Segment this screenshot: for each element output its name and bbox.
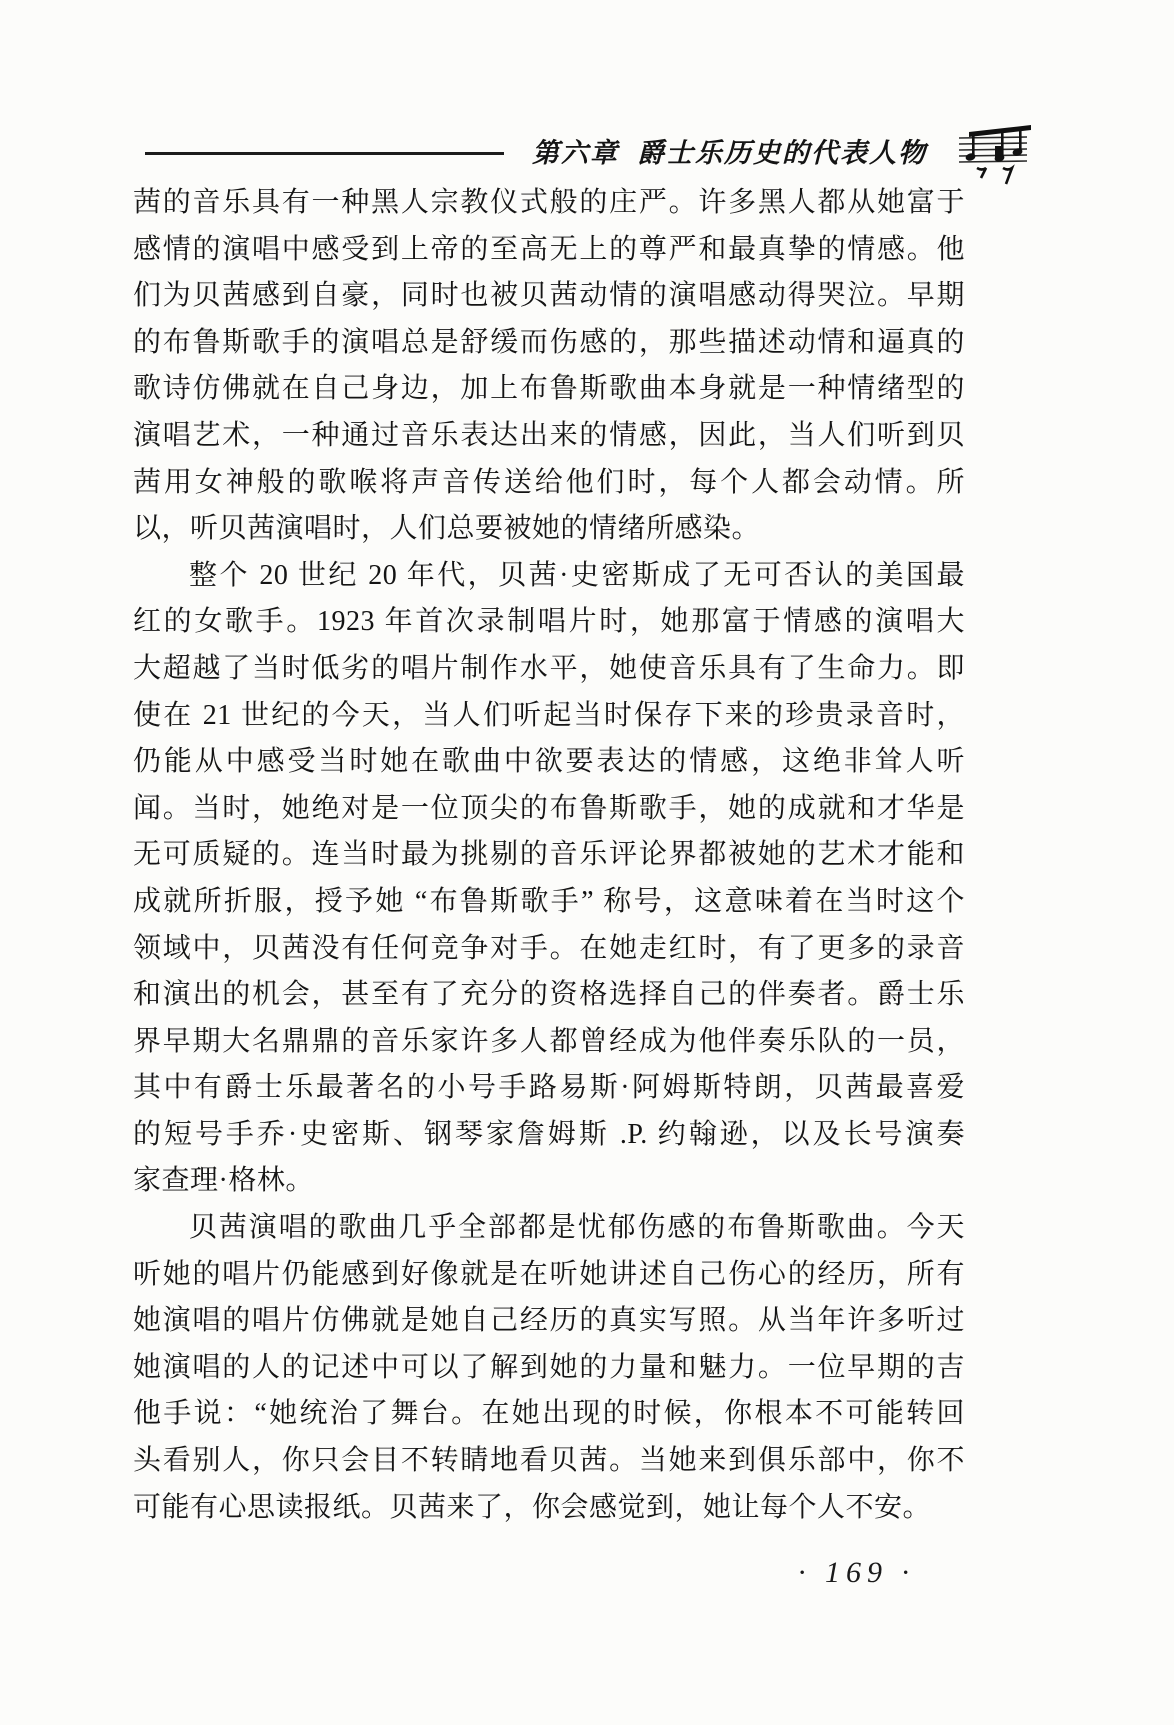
body-line-p3-l6: 头看别人，你只会目不转睛地看贝茜。当她来到俱乐部中，你不 — [133, 1445, 965, 1477]
musical-staff-icon — [953, 120, 1037, 191]
body-line-p2-l4: 使在 21 世纪的今天，当人们听起当时保存下来的珍贵录音时， — [133, 699, 965, 731]
body-line-p2-l11: 界早期大名鼎鼎的音乐家许多人都曾经成为他伴奏乐队的一员， — [133, 1025, 965, 1057]
running-header-title — [532, 131, 927, 170]
body-line-p3-l1: 贝茜演唱的歌曲几乎全部都是忧郁伤感的布鲁斯歌曲。今天 — [189, 1212, 965, 1244]
body-line-p3-l7: 可能有心思读报纸。贝茜来了，你会感觉到，她让每个人不安。 — [133, 1491, 932, 1523]
body-line-p2-l9: 领域中，贝茜没有任何竞争对手。在她走红时，有了更多的录音 — [133, 932, 965, 964]
body-text — [133, 180, 965, 1531]
body-line-p2-l6: 闻。当时，她绝对是一位顶尖的布鲁斯歌手，她的成就和才华是 — [133, 792, 965, 824]
body-line-p1-l4: 的布鲁斯歌手的演唱总是舒缓而伤感的，那些描述动情和逼真的 — [133, 326, 965, 358]
chapter-title: 爵士乐历史的代表人物 — [637, 137, 927, 168]
body-line-p3-l5: 他手说：“她统治了舞台。在她出现的时候，你根本不可能转回 — [133, 1398, 965, 1430]
chapter-label: 第六章 — [532, 137, 619, 168]
body-line-p2-l3: 大超越了当时低劣的唱片制作水平，她使音乐具有了生命力。即 — [133, 652, 965, 684]
body-line-p3-l3: 她演唱的唱片仿佛就是她自己经历的真实写照。从当年许多听过 — [133, 1305, 965, 1337]
body-line-p1-l5: 歌诗仿佛就在自己身边，加上布鲁斯歌曲本身就是一种情绪型的 — [133, 373, 965, 405]
body-line-p2-l1: 整个 20 世纪 20 年代，贝茜·史密斯成了无可否认的美国最 — [189, 559, 965, 591]
body-line-p1-l3: 们为贝茜感到自豪，同时也被贝茜动情的演唱感动得哭泣。早期 — [133, 280, 965, 312]
header-divider-rule — [145, 152, 504, 155]
body-line-p1-l6: 演唱艺术，一种通过音乐表达出来的情感，因此，当人们听到贝 — [133, 419, 965, 451]
body-line-p2-l12: 其中有爵士乐最著名的小号手路易斯·阿姆斯特朗，贝茜最喜爱 — [133, 1072, 965, 1104]
page-number: · 169 · — [798, 1556, 915, 1589]
body-line-p3-l2: 听她的唱片仍能感到好像就是在听她讲述自己伤心的经历，所有 — [133, 1258, 965, 1290]
body-line-p2-l2: 红的女歌手。1923 年首次录制唱片时，她那富于情感的演唱大 — [133, 606, 965, 638]
body-line-p1-l7: 茜用女神般的歌喉将声音传送给他们时，每个人都会动情。所 — [133, 466, 965, 498]
body-line-p2-l14: 家查理·格林。 — [133, 1165, 314, 1197]
body-line-p1-l1: 茜的音乐具有一种黑人宗教仪式般的庄严。许多黑人都从她富于 — [133, 187, 965, 218]
body-line-p2-l10: 和演出的机会，甚至有了充分的资格选择自己的伴奏者。爵士乐 — [133, 979, 965, 1011]
body-line-p2-l8: 成就所折服，授予她 “布鲁斯歌手” 称号，这意味着在当时这个 — [133, 885, 965, 917]
body-line-p2-l5: 仍能从中感受当时她在歌曲中欲要表达的情感，这绝非耸人听 — [133, 746, 965, 778]
body-line-p2-l7: 无可质疑的。连当时最为挑剔的音乐评论界都被她的艺术才能和 — [133, 839, 965, 871]
body-line-p3-l4: 她演唱的人的记述中可以了解到她的力量和魅力。一位早期的吉 — [133, 1351, 965, 1383]
page-header — [145, 118, 1037, 182]
body-line-p1-l2: 感情的演唱中感受到上帝的至高无上的尊严和最真挚的情感。他 — [133, 233, 965, 265]
body-line-p2-l13: 的短号手乔·史密斯、钢琴家詹姆斯 .P. 约翰逊，以及长号演奏 — [133, 1118, 965, 1150]
body-line-p1-l8: 以，听贝茜演唱时，人们总要被她的情绪所感染。 — [133, 513, 761, 545]
